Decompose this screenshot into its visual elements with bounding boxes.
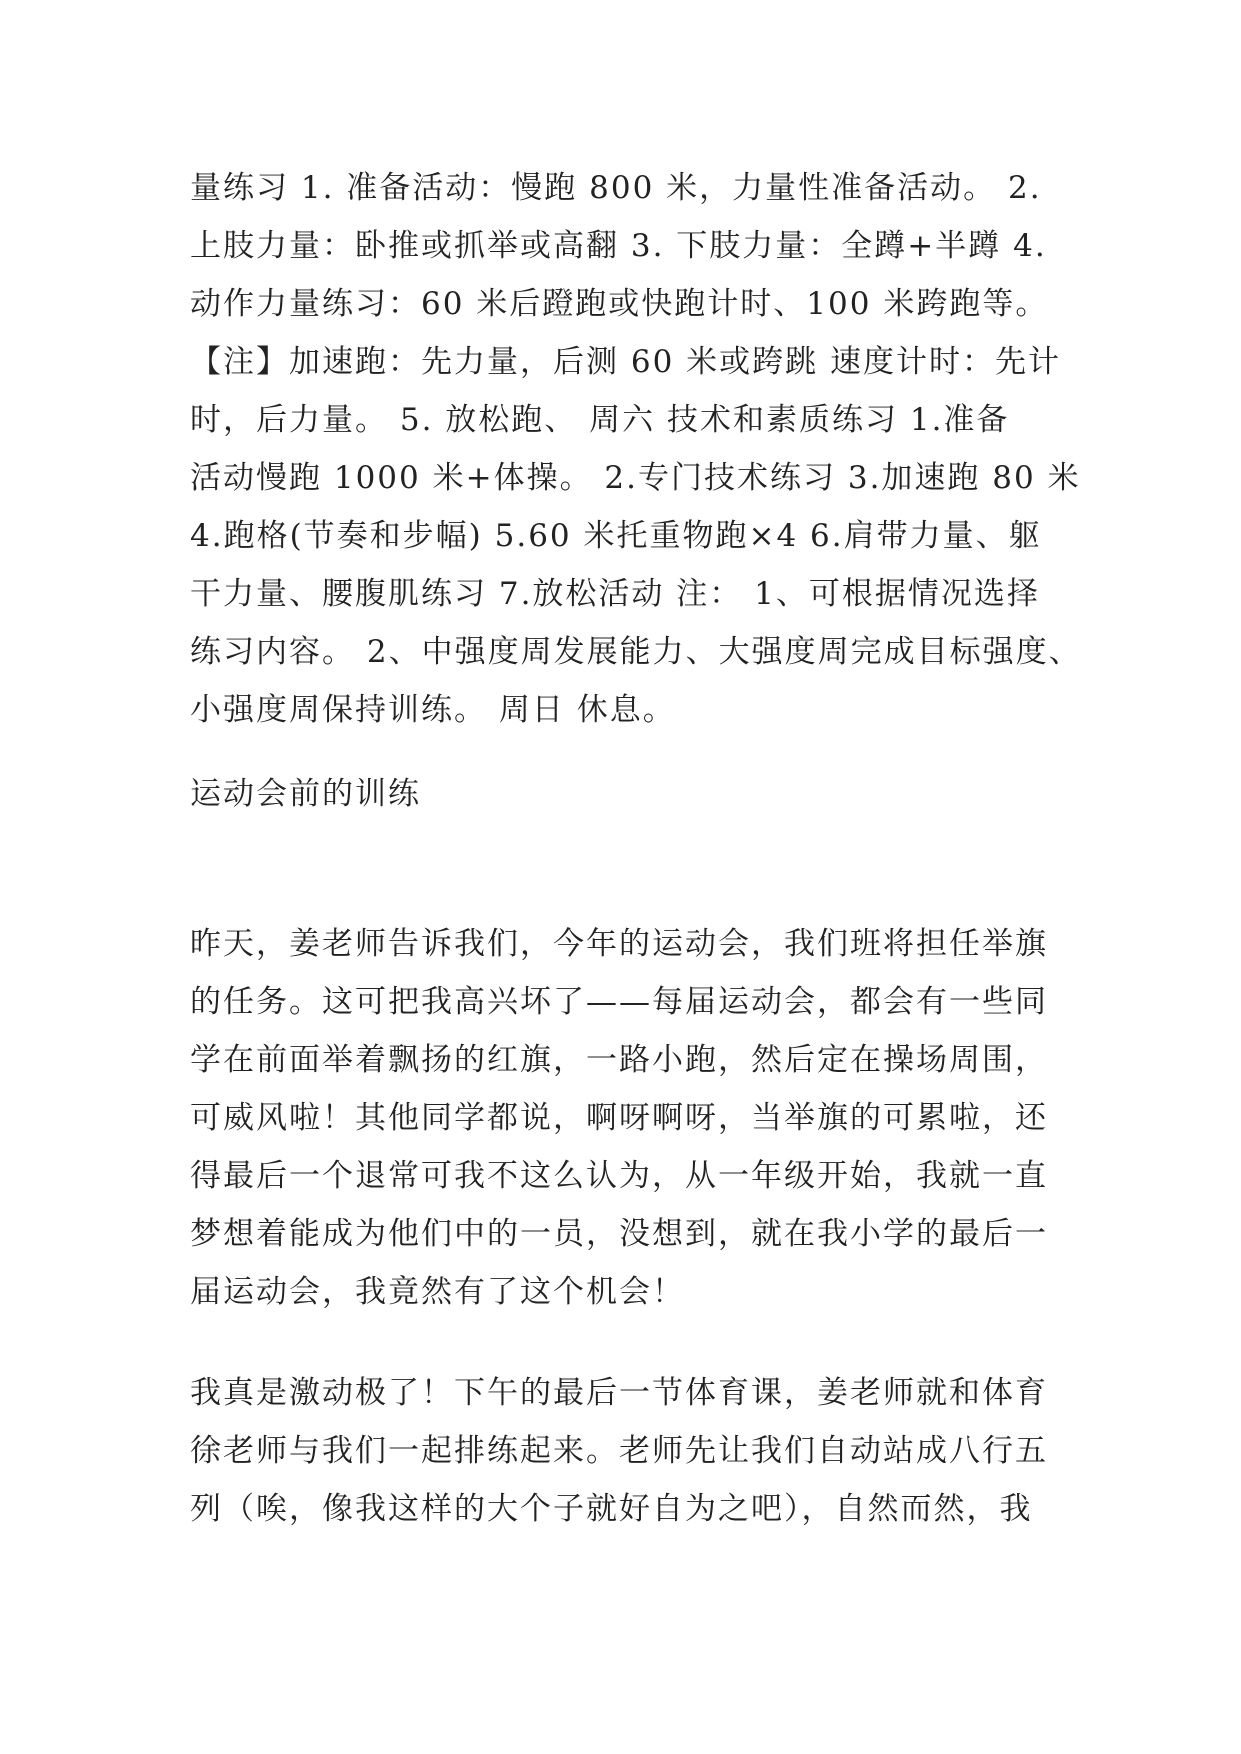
text-line: 【注】加速跑：先力量，后测 60 米或跨跳 速度计时：先计 (190, 344, 1062, 380)
text-line: 可威风啦！其他同学都说，啊呀啊呀，当举旗的可累啦，还 (190, 1100, 1048, 1136)
text-line: 上肢力量：卧推或抓举或高翻 3. 下肢力量：全蹲+半蹲 4. (190, 228, 1047, 264)
article-paragraph-2 (190, 1364, 1070, 1538)
text-line: 昨天，姜老师告诉我们，今年的运动会，我们班将担任举旗 (190, 926, 1048, 962)
article-heading (190, 765, 1070, 823)
text-line: 时，后力量。 5. 放松跑、 周六 技术和素质练习 1.准备 (190, 402, 1010, 438)
training-plan-text (190, 159, 1082, 739)
text-line: 活动慢跑 1000 米+体操。 2.专门技术练习 3.加速跑 80 米 (190, 460, 1081, 496)
text-line: 梦想着能成为他们中的一员，没想到，就在我小学的最后一 (190, 1216, 1048, 1252)
text-line: 得最后一个退常可我不这么认为，从一年级开始，我就一直 (190, 1158, 1048, 1194)
article-title: 运动会前的训练 (190, 776, 421, 812)
text-line: 的任务。这可把我高兴坏了——每届运动会，都会有一些同 (190, 984, 1048, 1020)
text-line: 小强度周保持训练。 周日 休息。 (190, 692, 676, 728)
text-line: 练习内容。 2、中强度周发展能力、大强度周完成目标强度、 (190, 634, 1082, 670)
text-line: 届运动会，我竟然有了这个机会！ (190, 1274, 685, 1310)
text-line: 列（唉，像我这样的大个子就好自为之吧），自然而然，我 (190, 1491, 1033, 1527)
text-line: 徐老师与我们一起排练起来。老师先让我们自动站成八行五 (190, 1433, 1048, 1469)
text-line: 我真是激动极了！下午的最后一节体育课，姜老师就和体育 (190, 1375, 1048, 1411)
article-paragraph-1 (190, 915, 1070, 1321)
text-line: 4.跑格(节奏和步幅) 5.60 米托重物跑×4 6.肩带力量、躯 (190, 518, 1042, 554)
text-line: 学在前面举着飘扬的红旗，一路小跑，然后定在操场周围， (190, 1042, 1048, 1078)
text-line: 干力量、腰腹肌练习 7.放松活动 注： 1、可根据情况选择 (190, 576, 1040, 612)
text-line: 量练习 1. 准备活动：慢跑 800 米，力量性准备活动。 2. (190, 170, 1042, 206)
text-line: 动作力量练习：60 米后蹬跑或快跑计时、100 米跨跑等。 (190, 286, 1049, 322)
